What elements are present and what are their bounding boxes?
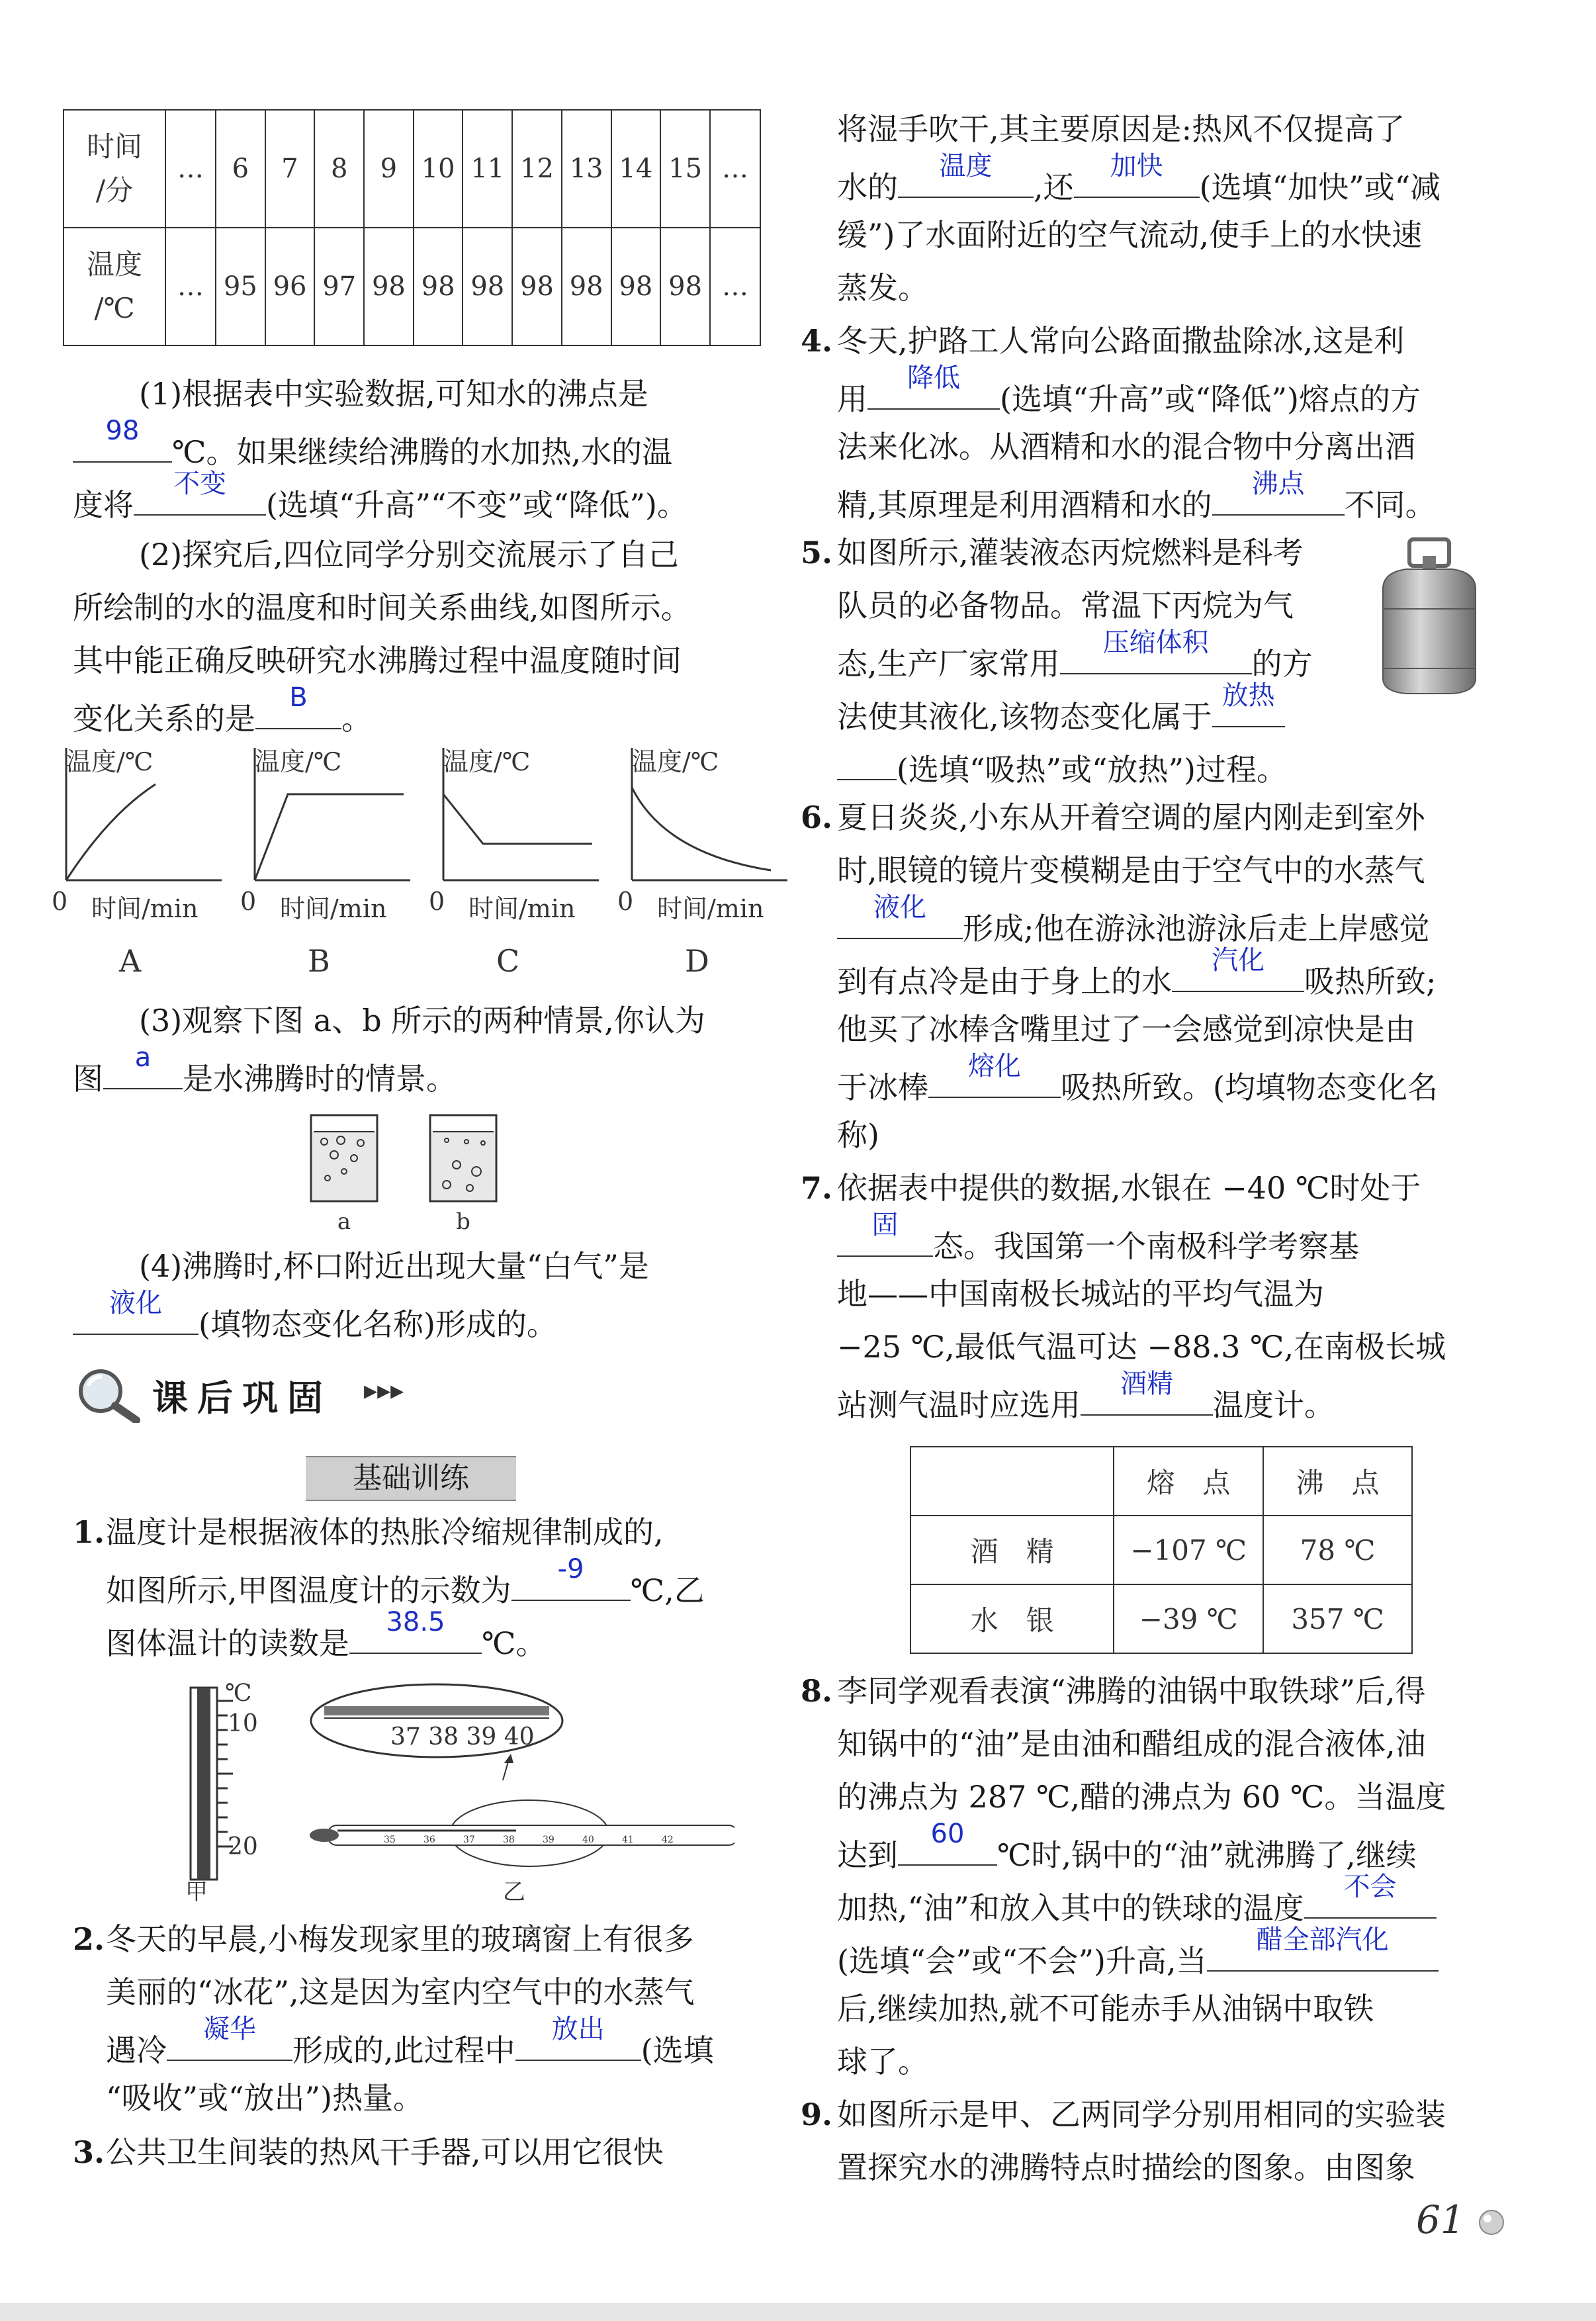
problem-number: 9. [801,2097,833,2132]
graph-a-svg [46,741,232,900]
graph-label: C [496,943,520,979]
table-cell: 98 [512,228,562,345]
beaker-b [430,1115,496,1201]
p6-line7: 称) [837,1117,879,1153]
axis-origin: 0 [52,887,68,916]
answer-text: 降低 [907,363,960,393]
answer-blank [73,1288,199,1335]
table-cell: 98 [660,228,710,345]
q4-line1: (4)沸腾时,杯口附近出现大量“白气”是 [139,1248,649,1284]
clinical-scale: 35 [384,1835,396,1845]
axis-label-x: 时间/min [468,894,576,923]
table-header: 沸 点 [1263,1447,1412,1516]
p8-line8: 球了。 [837,2044,928,2079]
therm-tick-label: 20 [228,1833,258,1860]
p6-line6: 于冰棒 熔化 吸热所致。(均填物态变化名 [837,1051,1438,1105]
answer-blank [1081,1369,1213,1416]
q2-line1: (2)探究后,四位同学分别交流展示了自己 [139,537,679,572]
therm-tick-label: 10 [228,1710,258,1737]
graph-label: B [308,943,330,979]
graph-b-svg [235,741,420,900]
beaker-label: a [337,1208,351,1234]
p3-line4: 缓”)了水面附近的空气流动,使手上的水快速 [837,217,1423,253]
q2-line3: 其中能正确反映研究水沸腾过程中温度随时间 [73,643,682,678]
clinical-scale: 37 [463,1835,475,1845]
clinical-scale: 36 [423,1835,435,1845]
answer-text: a [134,1042,152,1073]
p7-line2: 固 态。我国第一个南极科学考察基 [837,1221,1359,1266]
section-header [73,1363,443,1423]
p2-line4: “吸收”或“放出”)热量。 [106,2080,424,2116]
axis-label-y: 温度/℃ [255,747,342,776]
table-header: 温度 /℃ [64,228,165,345]
answer-blank [898,1819,997,1866]
table-header: 熔 点 [1114,1447,1263,1516]
answer-blank [928,1051,1061,1098]
melting-boiling-table [910,1446,1413,1654]
p8-line5: 加热,“油”和放入其中的铁球的温度 不会 [837,1883,1437,1928]
answer-blank [515,2014,641,2061]
answer-blank [134,469,266,516]
axis-label-y: 温度/℃ [443,747,531,776]
magnifier-icon [73,1363,146,1423]
answer-text: 熔化 [968,1051,1021,1081]
table-cell: 14 [611,110,661,228]
clinical-scale: 41 [622,1835,634,1845]
p7-line5: 站测气温时应选用 酒精 温度计。 [837,1369,1335,1423]
p1-line3: 图体温计的读数是 38.5 ℃。 [106,1607,547,1661]
answer-text: 汽化 [1212,945,1264,976]
graph-label: A [119,943,142,979]
clinical-scale: 38 [503,1835,515,1845]
answer-text: -9 [557,1554,584,1584]
table-cell: −107 ℃ [1114,1516,1263,1584]
answer-blank [73,416,172,463]
table-cell: 12 [512,110,562,228]
p3-line3: 水的 温度 ,还 加快 (选填“加快”或“减 [837,151,1441,205]
p5-line2: 队员的必备物品。常温下丙烷为气 [837,588,1294,623]
axis-label-y: 温度/℃ [66,747,154,776]
table-header: 水 银 [910,1584,1114,1653]
problem-number: 8. [801,1673,833,1709]
table-cell: 98 [364,228,414,345]
table-cell: 8 [314,110,364,228]
table-cell: … [165,228,216,345]
problem-number: 5. [801,535,833,570]
answer-blank [349,1607,482,1654]
answer-blank [1207,1925,1439,1972]
clinical-zoom-labels: 37 38 39 40 [390,1723,535,1751]
graph-b [235,741,420,993]
answer-text: 压缩体积 [1102,627,1209,658]
clinical-scale: 39 [543,1835,554,1845]
answer-blank [837,1210,933,1257]
p3-line5: 蒸发。 [837,270,928,306]
table-cell: 357 ℃ [1263,1584,1412,1653]
p5-line3: 态,生产厂家常用 压缩体积 的方 [837,627,1313,682]
graphs-abcd [46,741,781,993]
table-cell: 6 [216,110,265,228]
answer-text: 酒精 [1120,1369,1173,1399]
beaker-a [311,1115,377,1201]
p2-line1: 冬天的早晨,小梅发现家里的玻璃窗上有很多 [106,1921,694,1957]
answer-text: 沸点 [1251,469,1305,499]
q4-line2: 液化 (填物态变化名称)形成的。 [73,1299,557,1344]
q3-line1: (3)观察下图 a、b 所示的两种情景,你认为 [139,1003,705,1038]
problem-number: 4. [801,323,833,359]
graph-d [612,741,797,993]
answer-text: 60 [930,1819,965,1849]
page-corner-icon [1477,2208,1506,2237]
p1-line2: 如图所示,甲图温度计的示数为 -9 ℃,乙 [106,1554,705,1608]
axis-origin: 0 [429,887,445,916]
answer-blank [1172,945,1304,992]
problem-number: 7. [801,1170,833,1206]
answer-blank [1212,680,1285,727]
graph-c [423,741,609,993]
p3-line1: 公共卫生间装的热风干手器,可以用它很快 [106,2134,664,2170]
answer-blank [837,892,963,939]
answer-blank [1212,469,1345,516]
graph-c-svg [423,741,609,900]
table-cell: 95 [216,228,265,345]
axis-label-x: 时间/min [280,894,387,923]
table-cell: 13 [562,110,611,228]
axis-origin: 0 [617,887,634,916]
answer-blank [837,745,897,780]
table-cell: 11 [463,110,512,228]
answer-text: 不变 [173,469,226,499]
axis-label-y: 温度/℃ [632,747,719,776]
table-cell: 98 [414,228,463,345]
answer-blank [255,682,341,729]
table-cell: 98 [562,228,611,345]
table-cell: … [165,110,216,228]
answer-text: 放出 [551,2014,605,2044]
p8-line7: 后,继续加热,就不可能赤手从油锅中取铁 [837,1991,1374,2026]
table-cell: 96 [265,228,315,345]
answer-blank [1304,1872,1437,1919]
table-cell: 78 ℃ [1263,1516,1412,1584]
p8-line1: 李同学观看表演“沸腾的油锅中取铁球”后,得 [837,1673,1426,1709]
table-cell: 98 [611,228,661,345]
q1-line3: 度将 不变 (选填“升高”“不变”或“降低”)。 [73,469,687,523]
p5-line4: 法使其液化,该物态变化属于 放热 [837,692,1285,737]
section-arrows: ▸▸▸ [364,1375,404,1406]
p6-line4: 到有点冷是由于身上的水 汽化 吸热所致; [837,945,1437,999]
answer-text: 液化 [109,1288,162,1318]
problem-number: 3. [73,2134,105,2170]
p9-line2: 置探究水的沸腾特点时描绘的图象。由图象 [837,2150,1415,2185]
p6-line1: 夏日炎炎,小东从开着空调的屋内刚走到室外 [837,799,1425,835]
beakers-figure [304,1102,503,1234]
p8-line2: 知锅中的“油”是由油和醋组成的混合液体,油 [837,1726,1426,1762]
p6-line5: 他买了冰棒含嘴里过了一会感觉到凉快是由 [837,1011,1415,1047]
answer-text: B [289,682,308,713]
therm-label-yi: 乙 [503,1879,525,1905]
p5-line5: (选填“吸热”或“放热”)过程。 [837,745,1287,790]
p5-line1: 如图所示,灌装液态丙烷燃料是科考 [837,535,1304,570]
answer-blank [103,1042,183,1089]
axis-label-x: 时间/min [657,894,764,923]
table-cell: … [710,228,760,345]
table-cell: 9 [364,110,414,228]
graph-label: D [685,943,709,979]
q2-line4: 变化关系的是 B 。 [73,682,372,737]
beaker-label: b [456,1208,470,1234]
answer-text: 液化 [873,892,926,923]
table-cell: −39 ℃ [1114,1584,1263,1653]
answer-text: 不会 [1343,1872,1397,1902]
p6-line3: 液化 形成;他在游泳池游泳后走上岸感觉 [837,903,1430,948]
p6-line2: 时,眼镜的镜片变模糊是由于空气中的水蒸气 [837,852,1425,888]
graph-a [46,741,232,993]
problem-number: 1. [73,1514,105,1550]
table-cell: … [710,110,760,228]
thermometer-figure [159,1681,734,1906]
axis-origin: 0 [240,887,257,916]
problem-number: 2. [73,1921,105,1957]
table-cell: 10 [414,110,463,228]
therm-unit: ℃ [225,1681,252,1707]
table-cell [910,1447,1114,1516]
p4-line2: 用 降低 (选填“升高”或“降低”)熔点的方 [837,363,1421,417]
answer-text: 凝华 [203,2014,256,2044]
axis-label-x: 时间/min [91,894,199,923]
p4-line3: 法来化冰。从酒精和水的混合物中分离出酒 [837,429,1415,465]
p4-line4: 精,其原理是利用酒精和水的 沸点 不同。 [837,469,1436,523]
q1-line2: 98 ℃。如果继续给沸腾的水加热,水的温 [73,427,672,472]
answer-blank [511,1554,631,1601]
p2-line2: 美丽的“冰花”,这是因为室内空气中的水蒸气 [106,1974,695,2010]
table-header: 酒 精 [910,1516,1114,1584]
table-cell: 97 [314,228,364,345]
answer-text: 醋全部汽化 [1256,1925,1389,1955]
table-cell: 15 [660,110,710,228]
p8-line6: (选填“会”或“不会”)升高,当 醋全部汽化 [837,1936,1439,1981]
answer-blank [1060,627,1252,674]
answer-blank [867,363,1000,410]
answer-text: 固 [871,1210,899,1240]
q3-line2: 图 a 是水沸腾时的情景。 [73,1042,457,1097]
section-title: 课后巩固 [152,1377,332,1419]
clinical-scale: 40 [582,1835,594,1845]
page-number: 61 [1416,2197,1465,2242]
p2-line3: 遇冷 凝华 形成的,此过程中 放出 (选填 [106,2014,714,2068]
clinical-scale: 42 [662,1835,674,1845]
sub-title: 基础训练 [306,1456,516,1501]
p4-line1: 冬天,护路工人常向公路面撒盐除冰,这是利 [837,323,1405,359]
table-header: 时间 /分 [64,110,165,228]
answer-text: 38.5 [386,1607,445,1637]
p8-line4: 达到 60 ℃时,锅中的“油”就沸腾了,继续 [837,1819,1417,1873]
graph-d-svg [612,741,797,900]
p3-line2: 将湿手吹干,其主要原因是:热风不仅提高了 [837,111,1405,147]
table-cell: 98 [463,228,512,345]
p7-line1: 依据表中提供的数据,水银在 −40 ℃时处于 [837,1170,1421,1206]
gas-tank-icon [1373,536,1485,702]
answer-blank [167,2014,292,2061]
p1-line1: 温度计是根据液体的热胀冷缩规律制成的, [106,1514,664,1550]
p7-line3: 地——中国南极长城站的平均气温为 [837,1276,1324,1312]
q1-line1: (1)根据表中实验数据,可知水的沸点是 [139,376,648,412]
table-cell: 7 [265,110,315,228]
answer-text: 放热 [1221,680,1275,711]
p9-line1: 如图所示是甲、乙两同学分别用相同的实验装 [837,2097,1446,2132]
p8-line3: 的沸点为 287 ℃,醋的沸点为 60 ℃。当温度 [837,1779,1446,1815]
problem-number: 6. [801,799,833,835]
therm-label-jia: 甲 [185,1879,208,1905]
answer-blank [898,151,1034,198]
answer-text: 温度 [939,151,993,181]
time-temp-table [63,109,761,346]
q2-line2: 所绘制的水的温度和时间关系曲线,如图所示。 [73,590,691,625]
page-footer-band [0,2303,1596,2321]
answer-text: 加快 [1110,151,1163,181]
answer-blank [1074,151,1200,198]
p7-line4: −25 ℃,最低气温可达 −88.3 ℃,在南极长城 [837,1329,1446,1365]
answer-text: 98 [105,416,140,446]
